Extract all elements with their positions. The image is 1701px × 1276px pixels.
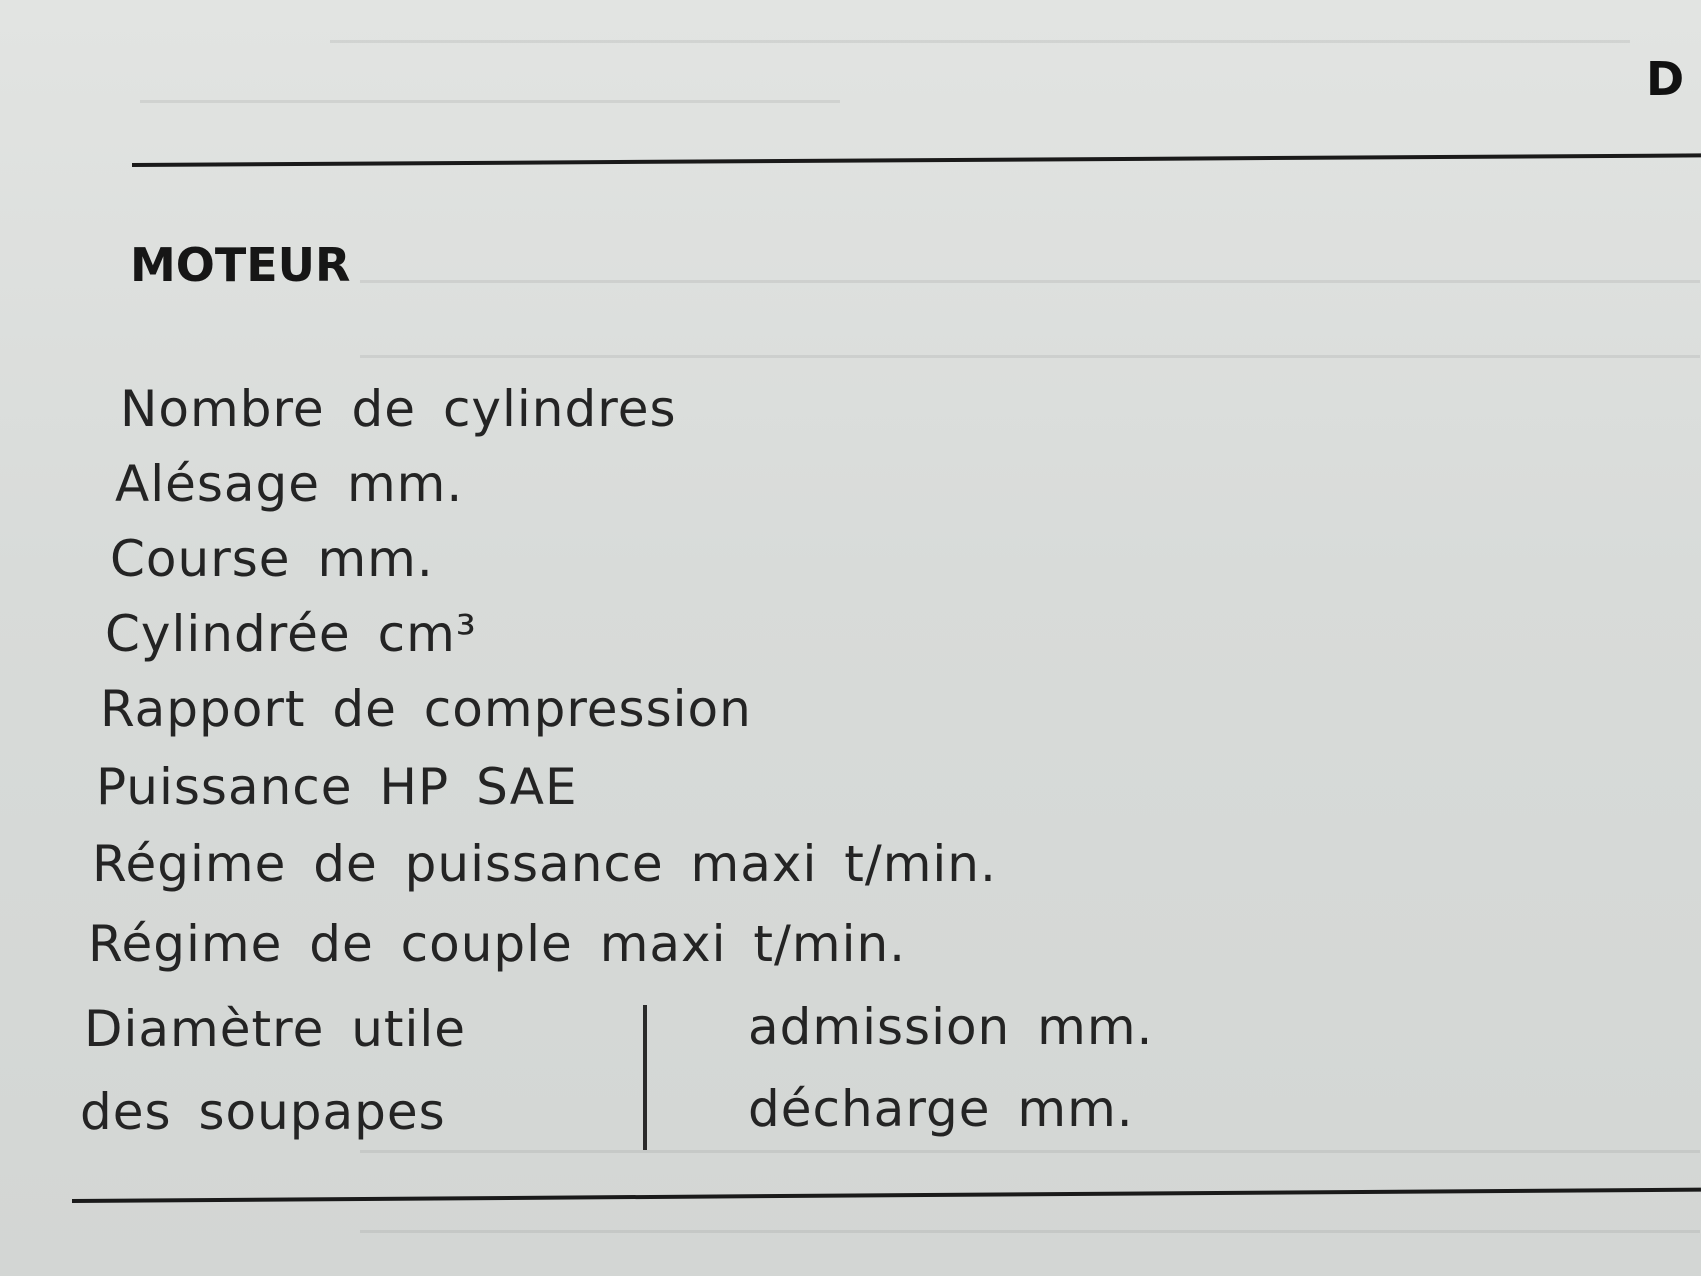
spec-row-power-rpm: [92, 835, 1690, 895]
spec-label: Rapport de compression: [100, 680, 752, 738]
spec-label: Course mm.: [110, 530, 434, 588]
show-through-line: [140, 100, 840, 103]
dot-leader: [885, 680, 1685, 740]
show-through-line: [360, 1230, 1700, 1233]
spec-row-displacement: [105, 605, 1685, 665]
spec-row-power: [96, 758, 1688, 818]
spec-label: Alésage mm.: [115, 455, 464, 513]
dot-leader: [1156, 1080, 1696, 1140]
spec-label: Nombre de cylindres: [120, 380, 677, 438]
spec-row-compression: [100, 680, 1685, 740]
spec-row-cylinders: [120, 380, 1670, 440]
valve-group-label-line1: Diamètre utile: [84, 1000, 467, 1058]
dot-leader: [820, 380, 1670, 440]
dot-leader: [1130, 835, 1690, 895]
spec-label: Régime de couple maxi t/min.: [88, 915, 907, 973]
dot-leader: [575, 455, 1675, 515]
show-through-line: [360, 1150, 1700, 1153]
dot-leader: [1032, 915, 1692, 975]
dot-leader: [565, 605, 1685, 665]
dot-leader: [1264, 998, 1694, 1058]
show-through-line: [360, 355, 1700, 358]
dot-leader: [540, 530, 1680, 590]
valve-group-label-line2: des soupapes: [80, 1083, 446, 1141]
spec-label: Cylindrée cm³: [105, 605, 477, 663]
section-letter: D: [1646, 52, 1685, 106]
spec-row-stroke: [110, 530, 1680, 590]
show-through-line: [330, 40, 1630, 43]
spec-label: décharge mm.: [748, 1080, 1134, 1138]
spec-row-torque-rpm: [88, 915, 1692, 975]
show-through-line: [360, 280, 1700, 283]
section-heading: MOTEUR: [130, 238, 351, 292]
dot-leader: [678, 758, 1688, 818]
bottom-rule: [72, 1188, 1701, 1203]
spec-row-bore: [115, 455, 1675, 515]
spec-row-intake-valve: [748, 998, 1694, 1058]
top-rule: [132, 153, 1701, 167]
valve-group-divider: [643, 1005, 647, 1150]
spec-row-exhaust-valve: [748, 1080, 1696, 1140]
spec-label: Régime de puissance maxi t/min.: [92, 835, 997, 893]
spec-label: admission mm.: [748, 998, 1154, 1056]
spec-label: Puissance HP SAE: [96, 758, 578, 816]
